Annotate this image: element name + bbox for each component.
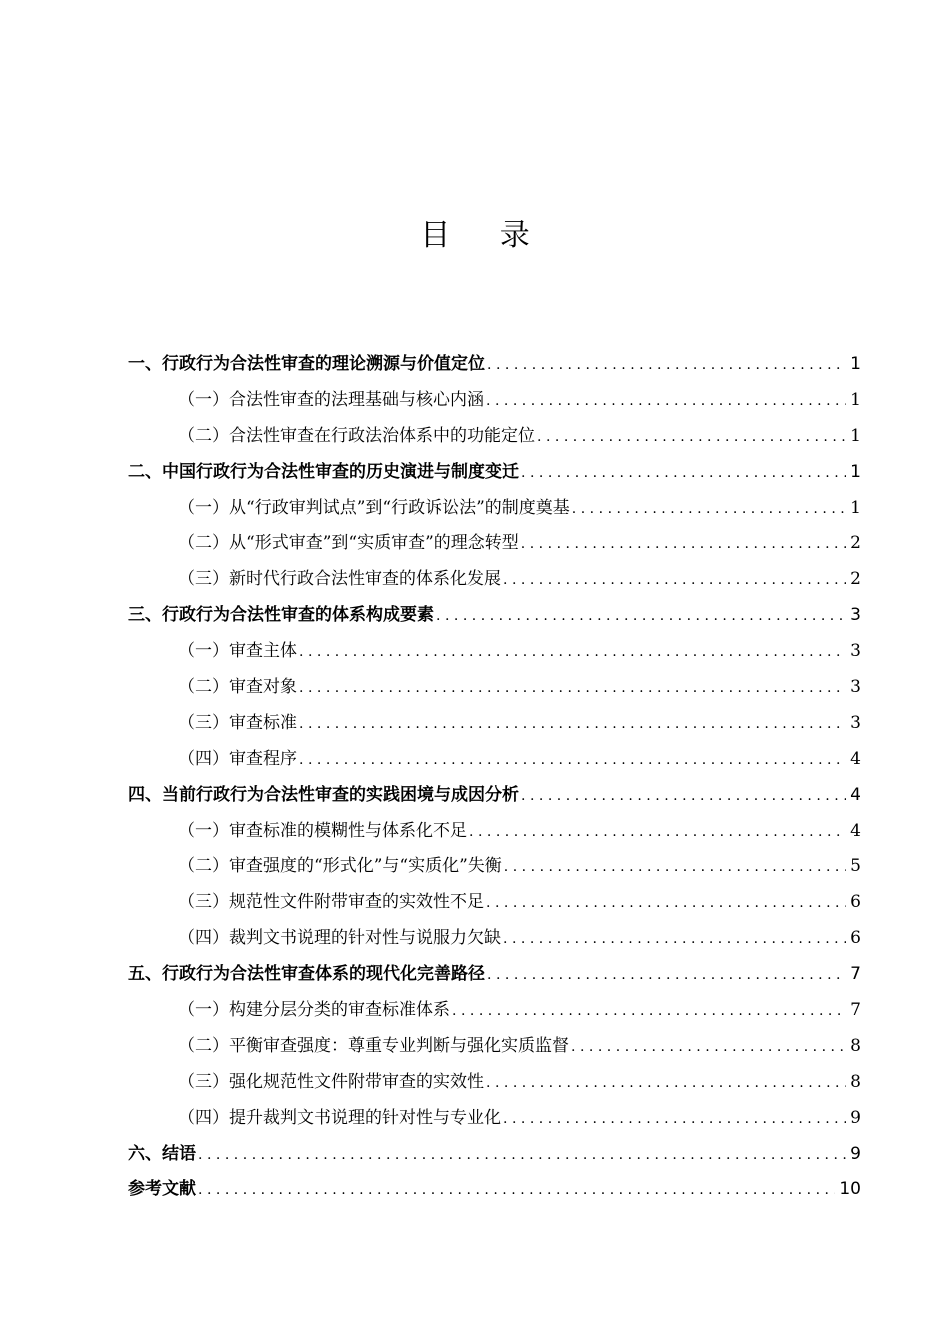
toc-section-entry[interactable] — [128, 598, 861, 634]
dot-leader — [521, 456, 846, 492]
toc-page-number: 10 — [839, 1179, 861, 1200]
toc-page-number: 4 — [850, 784, 861, 805]
toc-section-entry[interactable] — [128, 1172, 861, 1208]
toc-entry-title: （三）强化规范性文件附带审查的实效性 — [178, 1071, 484, 1092]
toc-entry-title: （一）从“行政审判试点”到“行政诉讼法”的制度奠基 — [178, 497, 570, 518]
toc-entry-title: （二）平衡审查强度：尊重专业判断与强化实质监督 — [178, 1035, 569, 1056]
toc-page-number: 5 — [850, 856, 861, 877]
dot-leader — [198, 1138, 846, 1174]
toc-subsection-entry[interactable] — [128, 562, 861, 598]
dot-leader — [504, 850, 846, 886]
toc-subsection-entry[interactable] — [128, 634, 861, 670]
toc-subsection-entry[interactable] — [128, 921, 861, 957]
dot-leader — [452, 994, 846, 1030]
toc-subsection-entry[interactable] — [128, 742, 861, 778]
toc-page-number: 3 — [850, 677, 861, 698]
dot-leader — [571, 1030, 846, 1066]
toc-page-number: 9 — [850, 1107, 861, 1128]
toc-page-number: 8 — [850, 1071, 861, 1092]
toc-entry-title: （二）从“形式审查”到“实质审查”的理念转型 — [178, 533, 519, 554]
dot-leader — [299, 743, 846, 779]
dot-leader — [299, 635, 846, 671]
toc-subsection-entry[interactable] — [128, 491, 861, 527]
toc-entry-title: （一）构建分层分类的审查标准体系 — [178, 1000, 450, 1021]
toc-page-number: 2 — [850, 569, 861, 590]
dot-leader — [487, 958, 846, 994]
toc-page-number: 4 — [850, 748, 861, 769]
toc-entry-title: （四）审查程序 — [178, 748, 297, 769]
toc-section-entry[interactable] — [128, 778, 861, 814]
toc-entry-title: 六、结语 — [128, 1143, 196, 1164]
toc-page-number: 8 — [850, 1035, 861, 1056]
toc-entry-title: （一）审查主体 — [178, 641, 297, 662]
toc-page-number: 3 — [850, 641, 861, 662]
toc-page-number: 2 — [850, 533, 861, 554]
toc-entry-title: （三）新时代行政合法性审查的体系化发展 — [178, 569, 501, 590]
toc-page-number: 1 — [850, 425, 861, 446]
toc-entry-title: 一、行政行为合法性审查的理论溯源与价值定位 — [128, 354, 485, 374]
toc-page-number: 9 — [850, 1143, 861, 1164]
dot-leader — [469, 815, 846, 851]
toc-entry-title: 四、当前行政行为合法性审查的实践困境与成因分析 — [128, 784, 519, 805]
toc-page-number: 6 — [850, 928, 861, 949]
toc-page-number: 7 — [850, 964, 861, 985]
toc-page-number: 6 — [850, 892, 861, 913]
dot-leader — [299, 671, 846, 707]
toc-subsection-entry[interactable] — [128, 670, 861, 706]
toc-subsection-entry[interactable] — [128, 1065, 861, 1101]
toc-subsection-entry[interactable] — [128, 849, 861, 885]
toc-entry-title: （一）审查标准的模糊性与体系化不足 — [178, 820, 467, 841]
toc-subsection-entry[interactable] — [128, 814, 861, 850]
toc-entry-title: 三、行政行为合法性审查的体系构成要素 — [128, 605, 434, 626]
toc-subsection-entry[interactable] — [128, 526, 861, 562]
toc-entry-title: （二）审查对象 — [178, 677, 297, 698]
toc-entry-title: （一）合法性审查的法理基础与核心内涵 — [178, 389, 484, 410]
toc-entry-title: （四）裁判文书说理的针对性与说服力欠缺 — [178, 928, 501, 949]
dot-leader — [486, 886, 846, 922]
toc-subsection-entry[interactable] — [128, 885, 861, 921]
dot-leader — [486, 1066, 846, 1102]
dot-leader — [486, 384, 846, 420]
toc-page-number: 7 — [850, 1000, 861, 1021]
toc-entry-title: （二）审查强度的“形式化”与“实质化”失衡 — [178, 856, 502, 877]
toc-entry-title: （四）提升裁判文书说理的针对性与专业化 — [178, 1107, 501, 1128]
dot-leader — [521, 527, 846, 563]
dot-leader — [572, 492, 846, 528]
dot-leader — [503, 922, 846, 958]
toc-page-number: 3 — [850, 712, 861, 733]
toc-subsection-entry[interactable] — [128, 1029, 861, 1065]
toc-entry-title: （三）审查标准 — [178, 712, 297, 733]
toc-subsection-entry[interactable] — [128, 1101, 861, 1137]
dot-leader — [503, 563, 846, 599]
table-of-contents — [128, 347, 861, 1208]
toc-subsection-entry[interactable] — [128, 993, 861, 1029]
toc-entry-title: （三）规范性文件附带审查的实效性不足 — [178, 892, 484, 913]
toc-page-number: 1 — [850, 461, 861, 482]
toc-entry-title: 五、行政行为合法性审查体系的现代化完善路径 — [128, 964, 485, 985]
toc-section-entry[interactable] — [128, 455, 861, 491]
toc-subsection-entry[interactable] — [128, 419, 861, 455]
dot-leader — [487, 348, 846, 384]
toc-entry-title: （二）合法性审查在行政法治体系中的功能定位 — [178, 425, 535, 446]
dot-leader — [521, 779, 846, 815]
toc-entry-title: 参考文献 — [128, 1179, 196, 1200]
dot-leader — [436, 599, 846, 635]
toc-page-number: 1 — [850, 497, 861, 518]
dot-leader — [299, 707, 846, 743]
toc-section-entry[interactable] — [128, 347, 861, 383]
toc-section-entry[interactable] — [128, 957, 861, 993]
toc-subsection-entry[interactable] — [128, 706, 861, 742]
dot-leader — [503, 1102, 846, 1138]
toc-entry-title: 二、中国行政行为合法性审查的历史演进与制度变迁 — [128, 461, 519, 482]
toc-page-number: 4 — [850, 820, 861, 841]
toc-subsection-entry[interactable] — [128, 383, 861, 419]
dot-leader — [537, 420, 846, 456]
dot-leader — [198, 1173, 835, 1209]
page-title: 目 录 — [420, 218, 530, 253]
toc-page-number: 1 — [850, 389, 861, 410]
toc-page-number: 3 — [850, 605, 861, 626]
toc-section-entry[interactable] — [128, 1137, 861, 1173]
toc-page-number: 1 — [850, 354, 861, 374]
